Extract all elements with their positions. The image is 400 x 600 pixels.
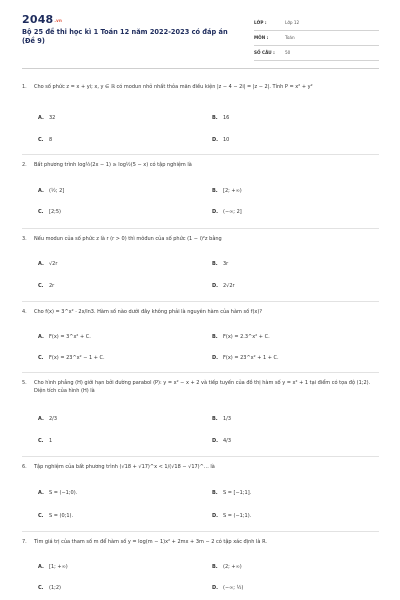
option-label: B. [212, 115, 218, 121]
question-text: Tập nghiệm của bất phương trình (√18 + √17)^x < 1/(√18 − √17)^… là [34, 464, 215, 470]
option-label: A. [38, 564, 44, 570]
option-label: B. [212, 261, 218, 267]
option-text: [1; +∞) [49, 564, 68, 570]
option-text: (2; +∞) [223, 564, 242, 570]
option-text: S = (−1;0). [49, 490, 78, 496]
option-label: A. [38, 490, 44, 496]
option-text: S = (0;1). [49, 513, 74, 519]
option-text: 1/3 [223, 416, 232, 422]
site-logo[interactable] [22, 13, 62, 26]
question-text: Nếu modun của số phức z là r (r > 0) thì môđun của số phức (1 − i)²z bằng [34, 236, 222, 242]
option-text: 2√2r [223, 283, 235, 289]
option-text: F(x) = 3^x² + C. [49, 334, 91, 340]
option-label: B. [212, 416, 218, 422]
question-text: Bất phương trình log½(2x − 1) ≥ log½(5 − x) có tập nghiệm là [34, 162, 192, 168]
option-text: F(x) = 23^x² + 1 + C. [223, 355, 279, 361]
option-label: D. [212, 585, 219, 591]
option-text: S = [−1;1]. [223, 490, 252, 496]
option-label: A. [38, 115, 44, 121]
question-text: Tìm giá trị của tham số m để hàm số y = log(m − 1)x² + 2mx + 3m − 2 có tập xác định là R. [34, 539, 267, 545]
meta-value: Toán [285, 35, 295, 40]
option-label: C. [38, 585, 44, 591]
question-divider [22, 531, 379, 532]
option-label: D. [212, 137, 219, 143]
meta-label: SỐ CÂU : [254, 50, 275, 55]
option-text: F(x) = 2.3^x² + C. [223, 334, 270, 340]
option-text: S = (−1;1). [223, 513, 252, 519]
question-text: Cho số phức z = x + yi; x, y ∈ ℝ có modun nhỏ nhất thỏa mãn điều kiện |z − 4 − 2i| = |z − 2|. Tính P = x² + y² [34, 84, 313, 90]
meta-label: MÔN : [254, 35, 269, 40]
question-divider [22, 301, 379, 302]
logo-text: 2048 [22, 13, 54, 26]
question-number: 7. [22, 539, 27, 545]
meta-row-class [254, 16, 379, 31]
question-number: 1. [22, 84, 27, 90]
option-text: 16 [223, 115, 230, 121]
meta-value: 50 [285, 50, 291, 55]
option-text: (½; 2] [49, 188, 65, 194]
option-text: 8 [49, 137, 53, 143]
header-divider [22, 68, 379, 69]
option-label: C. [38, 137, 44, 143]
question-text: Cho hình phẳng (H) giới hạn bởi đường parabol (P): y = x² − x + 2 và tiếp tuyến của đồ thị hàm số y = x² + 1 tại điểm có tọa độ (1;2). Diện tích của hình (H) là [34, 380, 371, 394]
option-label: A. [38, 261, 44, 267]
option-text: 2/3 [49, 416, 58, 422]
option-label: C. [38, 283, 44, 289]
question-number: 3. [22, 236, 27, 242]
option-label: D. [212, 438, 219, 444]
exam-title: Bộ 25 đề thi học kì 1 Toán 12 năm 2022-2023 có đáp án (Đề 9) [22, 28, 228, 45]
question-number: 4. [22, 309, 27, 315]
option-label: C. [38, 438, 44, 444]
exam-meta [254, 16, 379, 61]
meta-row-count [254, 46, 379, 61]
option-text: [2; +∞) [223, 188, 242, 194]
option-label: D. [212, 283, 219, 289]
option-text: 2r [49, 283, 55, 289]
option-label: C. [38, 513, 44, 519]
question-text: Cho f(x) = 3^x² · 2x/ln3. Hàm số nào dưới đây không phải là nguyên hàm của hàm số f(x)? [34, 309, 263, 315]
question-number: 2. [22, 162, 27, 168]
option-text: (−∞; ½) [223, 585, 244, 591]
logo-suffix: .vn [54, 17, 62, 23]
option-text: 3r [223, 261, 229, 267]
option-text: 1 [49, 438, 53, 444]
option-label: B. [212, 490, 218, 496]
option-label: A. [38, 188, 44, 194]
option-text: F(x) = 23^x² − 1 + C. [49, 355, 105, 361]
option-text: (1;2) [49, 585, 61, 591]
option-text: 4/3 [223, 438, 232, 444]
page-header [0, 0, 400, 70]
option-label: D. [212, 513, 219, 519]
option-label: D. [212, 209, 219, 215]
option-label: B. [212, 188, 218, 194]
option-text: √2r [49, 261, 58, 267]
option-label: B. [212, 564, 218, 570]
option-label: A. [38, 334, 44, 340]
option-label: C. [38, 355, 44, 361]
option-text: 10 [223, 137, 230, 143]
question-divider [22, 154, 379, 155]
question-number: 5. [22, 380, 27, 386]
question-divider [22, 456, 379, 457]
meta-value: Lớp 12 [285, 20, 300, 25]
option-label: B. [212, 334, 218, 340]
option-label: D. [212, 355, 219, 361]
option-label: A. [38, 416, 44, 422]
option-text: (−∞; 2] [223, 209, 242, 215]
option-text: 32 [49, 115, 56, 121]
question-divider [22, 228, 379, 229]
option-text: [2;5) [49, 209, 61, 215]
meta-row-subject [254, 31, 379, 46]
question-number: 6. [22, 464, 27, 470]
option-label: C. [38, 209, 44, 215]
meta-label: LỚP : [254, 20, 267, 25]
question-divider [22, 372, 379, 373]
